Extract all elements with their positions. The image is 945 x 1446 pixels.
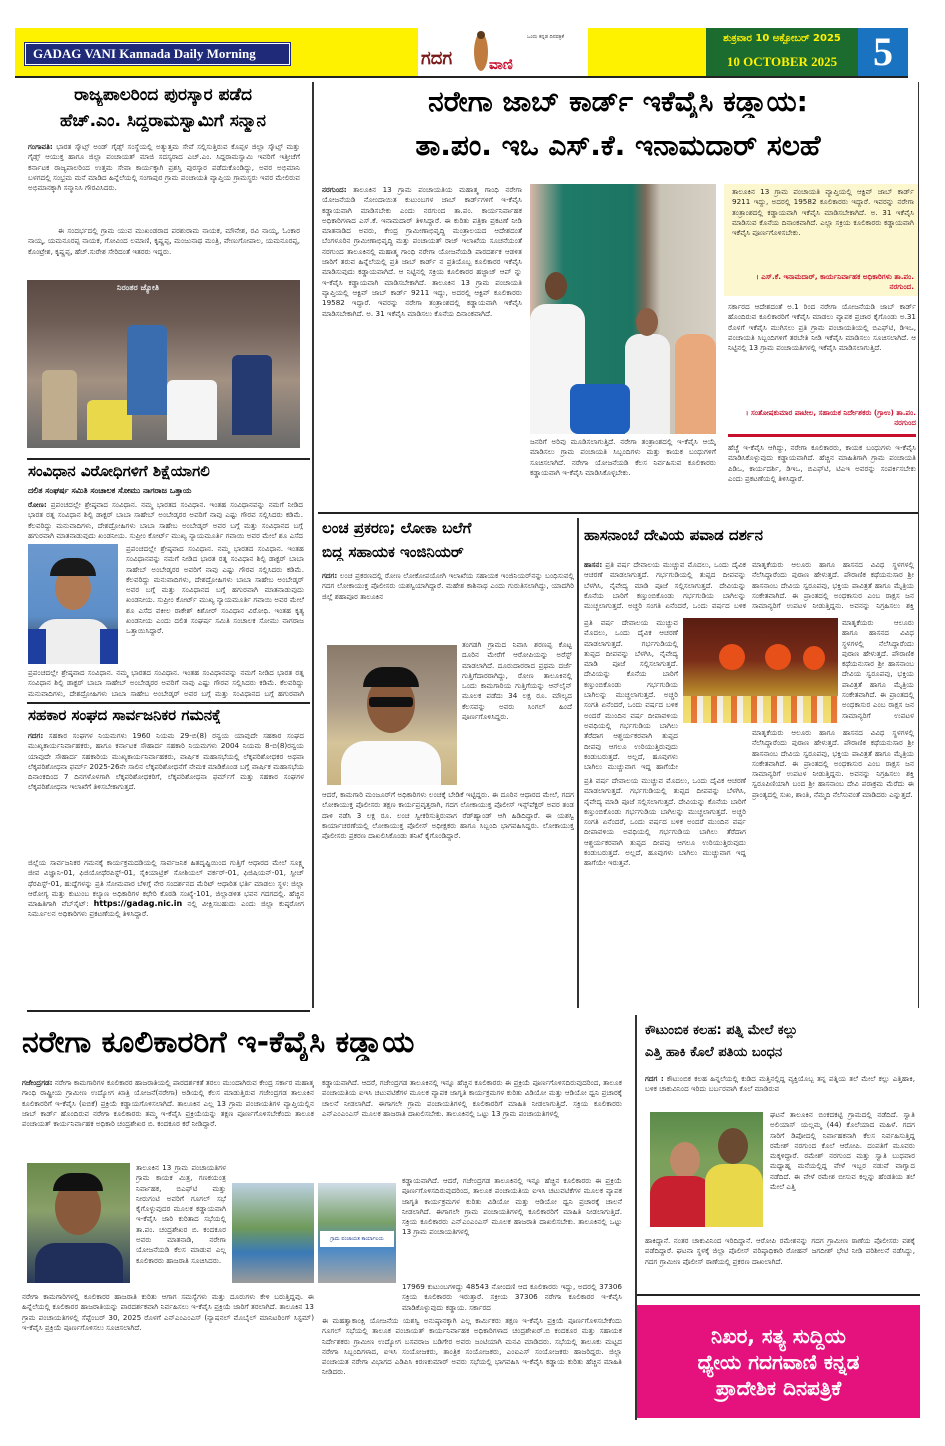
hasanamba-body-3: ಪ್ರತಿ ವರ್ಷ ದೇವಾಲಯ ಮುಚ್ಚುವ ಮೊದಲು, ಒಂದು ದೈವಿಕ ಆಚರಣೆ ಮಾಡಲಾಗುತ್ತದೆ. ಗರ್ಭಗುಡಿಯಲ್ಲಿ ತುಪ್ಪದ ದೀಪವನ್ನು ಬೆಳಗಿಸಿ, ನೈವೇದ್ಯ ಮಾಡಿ ಪೂಜೆ ಸಲ್ಲಿಸಲಾಗುತ್ತದೆ. ದೇವಿಯನ್ನು ಕೊನೆಯ ಬಾರಿಗೆ ಕಣ್ತುಂಬಿಕೊಂಡು ಗರ್ಭಗುಡಿಯ ಬಾಗಿಲನ್ನು ಮುಚ್ಚಲಾಗುತ್ತದೆ. ಅಚ್ಚರಿ ಸಂಗತಿ ಏನೆಂದರೆ, ಒಂದು ವರ್ಷದ ಬಳಿಕ ಅಂದರೆ ಮುಂದಿನ ವರ್ಷ ದೀಪಾವಳಿಯ ಅವಧಿಯಲ್ಲಿ ಗರ್ಭಗುಡಿಯ ಬಾಗಿಲು ತೆರೆದಾಗ ಆಶ್ಚರ್ಯಕರವಾಗಿ ತುಪ್ಪದ ದೀಪವು ಆಗಲೂ ಉರಿಯುತ್ತಿರುವುದು ಕಂಡುಬರುತ್ತದೆ. ಅಲ್ಲದೆ, ಹೂವುಗಳು ಬಾಗಿಲು ಮುಚ್ಚುವಾಗ ಇದ್ದ ಹಾಗೆಯೇ ಇರುತ್ತವೆ.: [584, 776, 746, 868]
website-link[interactable]: https://gadag.nic.in: [93, 899, 183, 909]
logo-tagline: ಒಂದು ಕನ್ನಡ ದಿನಪತ್ರಿಕೆ: [527, 34, 564, 40]
bribery-headline-2: ಬಿದ್ದ ಸಹಾಯಕ ಇಂಜಿನಿಯರ್: [322, 544, 464, 561]
nrega-body-mid: ಜನರಿಗೆ ಅರಿವು ಮೂಡಿಸಲಾಗುತ್ತಿದೆ. ನರೇಗಾ ತಂತ್ರಾಂಶದಲ್ಲಿ ಇ-ಕೆವೈಸಿ ಆಯ್ಕೆ ಮಾಡಿಸಲು ಗ್ರಾಮ ಪಂಚಾಯತಿ ಸಿಬ್ಬಂದಿಗಳು ಮತ್ತು ಕಾಯಕ ಬಂಧುಗಳಿಗೆ ಸೂಚಿಸಲಾಗಿದೆ. ನರೇಗಾ ಯೋಜನೆಯಡಿ ಕೆಲಸ ನಿರ್ವಹಿಸುವ ಕೂಲಿಕಾರರು ಕಡ್ಡಾಯವಾಗಿ ಇ-ಕೆವೈಸಿ ಮಾಡಿಸಿಕೊಳ್ಳಬೇಕು.: [530, 437, 716, 477]
official-photo: [27, 1163, 130, 1283]
hasanamba-body-side: ಪ್ರತಿ ವರ್ಷ ದೇವಾಲಯ ಮುಚ್ಚುವ ಮೊದಲು, ಒಂದು ದೈವಿಕ ಆಚರಣೆ ಮಾಡಲಾಗುತ್ತದೆ. ಗರ್ಭಗುಡಿಯಲ್ಲಿ ತುಪ್ಪದ ದೀಪವನ್ನು ಬೆಳಗಿಸಿ, ನೈವೇದ್ಯ ಮಾಡಿ ಪೂಜೆ ಸಲ್ಲಿಸಲಾಗುತ್ತದೆ. ದೇವಿಯನ್ನು ಕೊನೆಯ ಬಾರಿಗೆ ಕಣ್ತುಂಬಿಕೊಂಡು ಗರ್ಭಗುಡಿಯ ಬಾಗಿಲನ್ನು ಮುಚ್ಚಲಾಗುತ್ತದೆ. ಅಚ್ಚರಿ ಸಂಗತಿ ಏನೆಂದರೆ, ಒಂದು ವರ್ಷದ ಬಳಿಕ ಅಂದರೆ ಮುಂದಿನ ವರ್ಷ ದೀಪಾವಳಿಯ ಅವಧಿಯಲ್ಲಿ ಗರ್ಭಗುಡಿಯ ಬಾಗಿಲು ತೆರೆದಾಗ ಆಶ್ಚರ್ಯಕರವಾಗಿ ತುಪ್ಪದ ದೀಪವು ಆಗಲೂ ಉರಿಯುತ್ತಿರುವುದು ಕಂಡುಬರುತ್ತದೆ. ಅಲ್ಲದೆ, ಹೂವುಗಳು ಬಾಗಿಲು ಮುಚ್ಚುವಾಗ ಇದ್ದ ಹಾಗೆಯೇ: [584, 618, 678, 772]
cooperative-body: ಗದಗ: ಸಹಕಾರ ಸಂಘಗಳ ನಿಯಮಗಳು 1960 ನಿಯಮ 29-ಬಿ(8) ರನ್ವಯ ಯಾವುದೇ ಸಹಕಾರ ಸಂಘದ ಮುಖ್ಯಕಾರ್ಯನಿರ್ವಾಹಕರು, ಹಾಗೂ ಕರ್ನಾಟಕ ಸೌಹಾರ್ದ ಸಹಕಾರಿ ನಿಯಮಗಳು 2004 ನಿಯಮ 8-ಬಿ(8)ರನ್ವಯ ಯಾವುದೇ ಸೌಹಾರ್ದ ಸಹಕಾರಿಯ ಮುಖ್ಯಕಾರ್ಯನಿರ್ವಾಹಕರು, ವಾರ್ಷಿಕ ಮಹಾಸಭೆಯಲ್ಲಿ ಲೆಕ್ಕಪರಿಶೋಧಕರ ಅಥವಾ ಲೆಕ್ಕಪರಿಶೋಧನಾ ಫರ್ಮ್ 2025-26ನೇ ಸಾಲಿನ ಲೆಕ್ಕಪರಿಶೋಧನೆಗೆ ನೇಮಕ ಮಾಡಿಕೊಂಡ ಬಗ್ಗೆ ವಾರ್ಷಿಕ ಮಹಾಸಭೆಯ ದಿನಾಂಕದಿಂದ 7 ದಿನಗಳೊಳಗಾಗಿ ಲೆಕ್ಕಪರಿಶೋಧಕರಿಗೆ, ಲೆಕ್ಕಪರಿಶೋಧನಾ ಫರ್ಮ್‌ಗೆ ಮತ್ತು ಸಹಕಾರ ಸಂಘಗಳ ಲೆಕ್ಕಪರಿಶೋಧನಾ ಇಲಾಖೆಗೆ ತಿಳಿಸಬೇಕಾಗುತ್ತದೆ.: [28, 731, 304, 792]
cooperative-body-2: ಜಿಲ್ಲೆಯ ಸಾರ್ವಜನಿಕರ ಗಮನಕ್ಕೆ ಕಾರ್ಯಕ್ರಮದಡಿಯಲ್ಲಿ ಸಾರ್ವಜನಿಕ ಹಿತದೃಷ್ಟಿಯಿಂದ ಗುತ್ತಿಗೆ ಆಧಾರದ ಮೇಲೆ ಸೂಕ್ಷ್ಮ ಜೀವ ವಿಜ್ಞಾನಿ-01, ಫಿಜಿಯೋಥೆರಪಿಸ್ಟ್-01, ಸೈಕಿಯಾಟ್ರಿಕ್ ಸೋಶಿಯಲ್ ವರ್ಕರ್-01, ಫಿಜಿಷಿಯನ್-01, ಸ್ಪೀಚ್ ಥೆರಪಿಸ್ಟ್-01, ಹುದ್ದೆಗಳನ್ನು ಪ್ರತಿ ಸೋಮವಾರ ಬೆಳಿಗ್ಗೆ ನೇರ ಸಂದರ್ಶನದ ಮೆರಿಟ್ ಆಧಾರಿತ ಭರ್ತಿ ಮಾಡಲು ಸ್ಥಳ: ಜಿಲ್ಲಾ ಆರೋಗ್ಯ ಮತ್ತು ಕುಟುಂಬ ಕಲ್ಯಾಣ ಅಧಿಕಾರಿಗಳ ಕಛೇರಿ ಕೊಠಡಿ ಸಂಖ್ಯೆ-101, ಜಿಲ್ಲಾಡಳಿತ ಭವನ ಗದಗದಲ್ಲಿ. ಹೆಚ್ಚಿನ ಮಾಹಿತಿಗಾಗಿ ವೆಬ್‌ಸೈಟ್: https://gadag.nic.in ನಲ್ಲಿ ವೀಕ್ಷಿಸಬಹುದು ಎಂದು ಜಿಲ್ಲಾ ಕುಷ್ಠರೋಗ ನಿರ್ಮೂಲನ ಅಧಿಕಾರಿಗಳು ಪ್ರಕಟಣೆಯಲ್ಲಿ ತಿಳಿಸಿದ್ದಾರೆ.: [28, 858, 304, 919]
nrega-workers-body-end: ಈ ಮಹತ್ವಾಕಾಂಕ್ಷಿ ಯೋಜನೆಯ ಯಶಸ್ವಿ ಅನುಷ್ಠಾನಕ್ಕಾಗಿ ಎಲ್ಲ ಕಾರ್ಮಿಕರು ತಕ್ಷಣ ಇ-ಕೆವೈಸಿ ಪ್ರಕ್ರಿಯೆ ಪೂರ್ಣಗೊಳಿಸಬೇಕೆಂದು ಗೂಗಲ್ ಸಭೆಯಲ್ಲಿ ತಾಲೂಕ ಪಂಚಾಯತ್ ಕಾರ್ಯನಿರ್ವಾಹಕ ಅಧಿಕಾರಿಗಳಾದ ಚಂದ್ರಶೇಖರ್.ಬಿ ಕಂದಕೂರ ಮತ್ತು ಸಹಾಯಕ ನಿರ್ದೇಶಕರು ಗ್ರಾಮೀಣ ಉದ್ಯೋಗ ಬಸವರಾಜ ಬಡಿಗೇರ ಅವರು ಜಂಟಿಯಾಗಿ ಮನವಿ ಮಾಡಿದರು. ಸಭೆಯಲ್ಲಿ ತಾಲೂಕು ಮಟ್ಟದ ನರೇಗಾ ಸಿಬ್ಬಂದಿಗಳಾದ, ಐಇಸಿ ಸಂಯೋಜಕರು, ತಾಂತ್ರಿಕ ಸಂಯೋಜಕರು, ಎಂಐಎಸ್ ಸಂಯೋಜಕರು ಹಾಜರಿದ್ದರು. ಜಿಲ್ಲಾ ಪಂಚಾಯತ ನರೇಗಾ ವಿಭಾಗದ ಎಡಿಪಿಸಿ ಕಿರಣಕುಮಾರ್ ಅವರು ಸಭೆಯಲ್ಲಿ ಭಾಗವಹಿಸಿ ಇ-ಕೆವೈಸಿ ಕಡ್ಡಾಯ ಕುರಿತು ಹೆಚ್ಚಿನ ಮಾಹಿತಿ ನೀಡಿದರು.: [322, 1316, 622, 1377]
promo-line-2: ಧ್ಯೇಯ ಗದಗವಾಣಿ ಕನ್ನಡ: [697, 1349, 860, 1374]
nrega-headline-2: ತಾ.ಪಂ. ಇಒ ಎಸ್.ಕೆ. ಇನಾಮದಾರ್ ಸಲಹೆ: [415, 130, 821, 162]
domestic-headline-2: ಎತ್ತಿ ಹಾಕಿ ಕೊಲೆ ಪತಿಯ ಬಂಧನ: [645, 1046, 783, 1060]
column-rule: [312, 82, 314, 1008]
divider: [27, 1010, 310, 1012]
hasanamba-body-side-2: ಮಾತೃಕೆಯರು ಆಲೂರು ಹಾಗೂ ಹಾಸನದ ವಿವಿಧ ಸ್ಥಳಗಳಲ್ಲಿ ನೆಲೆಸಿದ್ದಾರೆಂದು ಪುರಾಣ ಹೇಳುತ್ತದೆ. ಪೌರಾಣಿಕ ಕಥೆಯನುಸಾರ ಶ್ರೀ ಹಾಸನಾಂಬ ದೇವಿಯ ಸ್ವರೂಪವು, ಭಕ್ತಿಯ ಪಾವಿತ್ರತೆ ಹಾಗೂ ಮೈತ್ರಿಯ ಸಂಕೇತವಾಗಿದೆ. ಈ ಪ್ರಾಂತದಲ್ಲಿ ಅಂಧಕಾಸುರ ಎಂಬ ರಾಕ್ಷಸ ಜನ ಸಾಮಾನ್ಯರಿಗೆ ಉಪಟಳ: [842, 618, 914, 720]
hasanamba-body: ಹಾಸನ: ಪ್ರತಿ ವರ್ಷ ದೇವಾಲಯ ಮುಚ್ಚುವ ಮೊದಲು, ಒಂದು ದೈವಿಕ ಆಚರಣೆ ಮಾಡಲಾಗುತ್ತದೆ. ಗರ್ಭಗುಡಿಯಲ್ಲಿ ತುಪ್ಪದ ದೀಪವನ್ನು ಬೆಳಗಿಸಿ, ನೈವೇದ್ಯ ಮಾಡಿ ಪೂಜೆ ಸಲ್ಲಿಸಲಾಗುತ್ತದೆ. ದೇವಿಯನ್ನು ಕೊನೆಯ ಬಾರಿಗೆ ಕಣ್ತುಂಬಿಕೊಂಡು ಗರ್ಭಗುಡಿಯ ಬಾಗಿಲನ್ನು ಮುಚ್ಚಲಾಗುತ್ತದೆ. ಅಚ್ಚರಿ ಸಂಗತಿ ಏನೆಂದರೆ, ಒಂದು ವರ್ಷದ ಬಳಿಕ: [584, 560, 746, 611]
building-photo: [232, 1183, 314, 1283]
promo-line-3: ಪ್ರಾದೇಶಿಕ ದಿನಪತ್ರಿಕೆ: [715, 1375, 842, 1400]
photo-sign: ನಿರಂತರ ಜ್ಯೋತಿ: [117, 283, 159, 292]
nrega-workers-body-bottom: ನರೇಗಾ ಕಾಮಗಾರಿಗಳಲ್ಲಿ ಕೂಲಿಕಾರರ ಹಾಜರಾತಿ ಕುರಿತು ಆಗಾಗ ಸಮಸ್ಯೆಗಳು ಮತ್ತು ದೂರುಗಳು ಕೇಳಿ ಬರುತ್ತಿದ್ದವು. ಈ ಹಿನ್ನೆಲೆಯಲ್ಲಿ ಕೂಲಿಕಾರರ ಹಾಜರಾತಿಯನ್ನು ಪಾರದರ್ಶಕವಾಗಿ ನಿರ್ವಹಿಸಲು ಇ-ಕೆವೈಸಿ ಪ್ರಕ್ರಿಯೆ ಜಾರಿಗೆ ತರಲಾಗಿದೆ. ತಾಲೂಕಿನ 13 ಗ್ರಾಮ ಪಂಚಾಯತಿಗಳಲ್ಲಿ ಸೆಪ್ಟೆಂಬರ್ 30, 2025 ರೊಳಗೆ ಎನ್‌ಎಂಎಂಎಸ್ (ನ್ಯಾಷನಲ್ ಮೊಬೈಲ್ ಮಾನಿಟರಿಂಗ್ ಸಿಸ್ಟಮ್) ಇ-ಕೆವೈಸಿ ಪ್ರಕ್ರಿಯೆ ಪೂರ್ಣಗೊಳಿಸಲು ಸೂಚಿಸಲಾಗಿದೆ.: [22, 1292, 314, 1332]
date-kannada: ಶುಕ್ರವಾರ 10 ಅಕ್ಟೋಬರ್ 2025: [723, 33, 841, 44]
constitution-dateline: ರೋಣ:: [28, 500, 47, 509]
award-body-2: ಈ ಸಂದರ್ಭದಲ್ಲಿ ಗ್ರಾಮ ಯುವ ಮುಖಂಡರಾದ ಪರಶುರಾಮ ನಾಯಕ, ಮೌನೇಶ, ರವಿ ನಾಯ್ಕ, ಓಂಕಾರ ನಾಯ್ಕ, ಯಮನೂರಪ್ಪ ನಾಯಕ, ಗೋವಿಂದ ಲಮಾಣಿ, ಕೃಷ್ಣಪ್ಪ, ಮಂಜುನಾಥ ಮಂತ್ರಿ, ವೇಣುಗೋಪಾಲ, ಯಮನೂರಪ್ಪ, ಕೊಂಟ್ರೇಶ, ಕೃಷ್ಣಪ್ಪ, ಹೆಚ್.ಸುರೇಶ ಸೇರಿದಂತೆ ಇತರರು ಇದ್ದರು.: [28, 226, 300, 256]
nrega-workers-dateline: ಗಜೇಂದ್ರಗಡ:: [22, 1078, 53, 1087]
nrega-body: ನರಗುಂದ: ತಾಲೂಕಿನ 13 ಗ್ರಾಮ ಪಂಚಾಯತಿಯ ಮಹಾತ್ಮ ಗಾಂಧಿ ನರೇಗಾ ಯೋಜನೆಯಡಿ ನೋಂದಾಯಿತ ಕುಟುಂಬಗಳ ಜಾಬ್ ಕಾರ್ಡ್‌ಗಳಿಗೆ ಇ-ಕೆವೈಸಿ ಕಡ್ಡಾಯವಾಗಿ ಮಾಡಿಸಬೇಕು ಎಂದು ನರಗುಂದ ತಾ.ಪಂ. ಕಾರ್ಯನಿರ್ವಾಹಕ ಅಧಿಕಾರಿಗಳಾದ ಎಸ್.ಕೆ. ಇನಾಮದಾರ್ ತಿಳಿಸಿದ್ದಾರೆ. ಈ ಕುರಿತು ಪತ್ರಿಕಾ ಪ್ರಕಟಣೆ ನೀಡಿ ಮಾತನಾಡಿದ ಅವರು, ಕೇಂದ್ರ ಗ್ರಾಮೀಣಾಭಿವೃದ್ಧಿ ಮಂತ್ರಾಲಯದ ಆದೇಶದಂತೆ ಬೆಂಗಳೂರಿನ ಗ್ರಾಮೀಣಾಭಿವೃದ್ಧಿ ಮತ್ತು ಪಂಚಾಯತ್ ರಾಜ್ ಇಲಾಖೆಯ ಸೂಚನೆಯಂತೆ ನರಗುಂದ ತಾಲೂಕಿನಲ್ಲಿ ಮಹಾತ್ಮ ಗಾಂಧಿ ನರೇಗಾ ಯೋಜನೆಯಡಿ ಪಾರದರ್ಶಕ ಆಡಳಿತ ಜಾರಿಗೆ ತರುವ ಹಿನ್ನೆಲೆಯಲ್ಲಿ ಪ್ರತಿ ಜಾಬ್ ಕಾರ್ಡ್ ನ ಪ್ರತಿಯೊಬ್ಬ ಕೂಲಿಕಾರರ ಇಕೆವೈಸಿ ಮಾಡಿಸುವುದು ಕಡ್ಡಾಯವಾಗಿದೆ. ಆ ನಿಟ್ಟಿನಲ್ಲಿ ಸಕ್ರಿಯ ಕೂಲಿಕಾರರ ಹಜ್ಜಾಜ್ ಆಪ್ ನ್ನು ಇ-ಕೆವೈಸಿ ಕಡ್ಡಾಯವಾಗಿ ಮಾಡಿಸಬೇಕಾಗಿದೆ. ತಾಲೂಕಿನ 13 ಗ್ರಾಮ ಪಂಚಾಯತಿ ವ್ಯಾಪ್ತಿಯಲ್ಲಿ ಆಕ್ಟಿವ್ ಜಾಬ್ ಕಾರ್ಡ್ 9211 ಇದ್ದು, ಅದರಲ್ಲಿ ಆಕ್ಟಿವ್ ಕೂಲಿಕಾರರು 19582 ಇದ್ದಾರೆ. ಇವರನ್ನು ನರೇಗಾ ತಂತ್ರಾಂಶದಲ್ಲಿ ಕಡ್ಡಾಯವಾಗಿ ಇಕೆವೈಸಿ ಮಾಡಿಸಬೇಕಾಗಿದೆ. ಅ. 31 ಇಕೆವೈಸಿ ಮಾಡಿಸಲು ಕೊನೆಯ ದಿನಾಂಕವಾಗಿದೆ.: [322, 185, 522, 318]
constitution-body-top: ರೋಣ: ಪ್ರಪಂಚದಲ್ಲೇ ಶ್ರೇಷ್ಠವಾದ ಸಂವಿಧಾನ. ನಮ್ಮ ಭಾರತದ ಸಂವಿಧಾನ. ಇಂತಹ ಸಂವಿಧಾನವನ್ನು ನಮಗೆ ನೀಡಿದ ಭಾರತ ರತ್ನ ಸಂವಿಧಾನ ಶಿಲ್ಪಿ ಡಾಕ್ಟರ್ ಬಾಬಾ ಸಾಹೇಬ್ ಅಂಬೇಡ್ಕರರ ಅವರಿಗೆ ನಾವು ಎಷ್ಟು ಗೌರವ ಸಲ್ಲಿಸಿದರು ಕಡಿಮೆ. ಕೆಲವರಿದ್ದು ಮನುವಾದಿಗಳು, ದೇಶದ್ರೋಹಿಗಳು ಬಾಬಾ ಸಾಹೇಬ ಅಂಬೇಡ್ಕರ್ ಅವರ ಬಗ್ಗೆ ಮತ್ತು ಸಂವಿಧಾನದ ಬಗ್ಗೆ ಹಗುರವಾಗಿ ಮಾತನಾಡುವುದು ಖಂಡನೀಯ. ಸುಪ್ರೀಂ ಕೋರ್ಟ್ ಮುಖ್ಯ ನ್ಯಾಯಮೂರ್ತಿ ಗವಾಯಿ ಅವರ ಮೇಲೆ ಶೂ ಎಸೆದ: [28, 500, 303, 540]
award-photo: [27, 280, 300, 448]
callout-red-rule: [728, 434, 916, 437]
panchayat-photo: [318, 1183, 396, 1283]
award-body: ಗಂಗಾವತಿ: ಭಾರತ ಸ್ಕೌಟ್ಸ್ ಅಂಡ್ ಗೈಡ್ಸ್ ಸಂಸ್ಥೆಯಲ್ಲಿ ಅತ್ಯುತ್ತಮ ಸೇವೆ ಸಲ್ಲಿಸುತ್ತಿರುವ ಕೊಪ್ಪಳ ಜಿಲ್ಲಾ ಸ್ಕೌಟ್ಸ್ ಮತ್ತು ಗೈಡ್ಸ್ ಆಯುಕ್ತ ಹಾಗೂ ಜಿಲ್ಲಾ ಪಂಚಾಯತ್ ಮಾಜಿ ಸದಸ್ಯರಾದ ಎಚ್.ಎಂ. ಸಿದ್ದರಾಮಸ್ವಾಮಿ ಇವರಿಗೆ ಇತ್ತೀಚೆಗೆ ಕರ್ನಾಟಕ ರಾಜ್ಯಪಾಲರಿಂದ ಉತ್ತಮ ಸೇವಾ ಕಾರ್ಯಕ್ಕಾಗಿ ಪ್ರಶಸ್ತಿ ಪುರಸ್ಕಾರ ಪಡೆದುಕೊಂಡಿದ್ದು, ಅವರ ಅಭಿಮಾನಿ ಬಳಗದಲ್ಲಿ ಸಂಭ್ರಮ ಮನೆ ಮಾಡಿದ ಹಿನ್ನೆಲೆಯಲ್ಲಿ ಸಂಗಾಪುರ ಗ್ರಾಮ ಪಂಚಾಯತಿ ವ್ಯಾಪ್ತಿಯ ಗ್ರಾಮಸ್ಥರು ಇವರ ಮೇಲಿರುವ ಅಭಿಮಾನಕ್ಕಾಗಿ ಸನ್ಮಾನಿಸಿ ಗೌರವಿಸಿದರು.: [28, 142, 300, 193]
hasanamba-dateline: ಹಾಸನ:: [584, 560, 603, 569]
nrega-callout-2: ಸರ್ಕಾರದ ಆದೇಶದಂತೆ ಅ.1 ರಿಂದ ನರೇಗಾ ಯೋಜನೆಯಡಿ ಜಾಬ್ ಕಾರ್ಡ್ ಹೊಂದಿರುವ ಕೂಲಿಕಾರರಿಗೆ ಇಕೆವೈಸಿ ಮಾಡಲು ವ್ಯಾಪಕ ಪ್ರಚಾರ ಕೈಗೊಂಡು ಅ.31 ರೊಳಗೆ ಇಕೆವೈಸಿ ಮುಗಿಸಲು ಪ್ರತಿ ಗ್ರಾಮ ಪಂಚಾಯತಿಯಲ್ಲಿ ಬಿಎಫ್‌ಟಿ, ಡಿಇಒ, ಪಂಚಾಯತಿ ಸಿಬ್ಬಂದಿಗಳಿಗೆ ತರಬೇತಿ ನೀಡಿ ಇಕೆವೈಸಿ ಮಾಡಿಸಲು ಸೂಚಿಸಲಾಗಿದೆ. ಆ ನಿಟ್ಟಿನಲ್ಲಿ 13 ಗ್ರಾಮ ಪಂಚಾಯತಿಗಳಲ್ಲಿ ಇಕೆವೈಸಿ ಮಾಡಿಸಲಾಗುತ್ತಿದೆ.: [728, 302, 916, 353]
nrega-workers-body-side: ತಾಲೂಕಿನ 13 ಗ್ರಾಮ ಪಂಚಾಯತಿಗಳ ಗ್ರಾಮ ಕಾಯಕ ಮಿತ್ರ, ಗಣಕಯಂತ್ರ ನಿರ್ವಾಹಕ, ಬಿಎಫ್‌ಟಿ ಮತ್ತು ನೀರುಗಂಟಿ ಅವರಿಗೆ ಗೂಗಲ್ ಸಭೆ ಕೈಗೊಳ್ಳುವುದರ ಮೂಲಕ ಕಡ್ಡಾಯವಾಗಿ ಇ-ಕೆವೈಸಿ ಜಾರಿ ಕುರಿತಾದ ಸಭೆಯಲ್ಲಿ ತಾ.ಪಂ. ಚಂದ್ರಶೇಖರ ಬಿ. ಕಂದಕೂರ ಅವರು ಮಾತನಾಡಿ, ನರೇಗಾ ಯೋಜನೆಯಡಿ ಕೆಲಸ ಮಾಡುವ ಎಲ್ಲ ಕೂಲಿಕಾರರು ಹಾಜರಾತಿ ಸೂಚಿಸಿದರು.: [136, 1163, 226, 1265]
divider: [27, 702, 310, 704]
masthead-rule: [15, 76, 908, 78]
page-edge-rule: [918, 82, 919, 1008]
bribery-body-side: ತಂಗಡಗಿ ಗ್ರಾಮದ ನಿವಾಸಿ ಶರಣಪ್ಪ ಕೊಟ್ಟ ದೂರಿನ ಮೇರೆಗೆ ಆರೋಪಿಯನ್ನು ಅರೆಸ್ಟ್ ಮಾಡಲಾಗಿದೆ. ದೂರುದಾರರಾದ ಪ್ರಥಮ ದರ್ಜೆ ಗುತ್ತಿಗೆದಾರರಾಗಿದ್ದು, ರೋಣ ತಾಲೂಕಿನಲ್ಲಿ ಒಂದು ಕಾಮಗಾರಿಯ ಗುತ್ತಿಗೆಯನ್ನು ಆನ್‌ಲೈನ್ ಮೂಲಕ ಪಡೆದು 34 ಲಕ್ಷ ರೂ. ಮೌಲ್ಯದ ಕೆಲಸವನ್ನು ಅವರು ಸಿಂಗಲ್ ಹಿಂದೆ ಪೂರ್ಣಗೊಳಿಸಿದ್ದರು.: [462, 640, 572, 722]
divider: [318, 512, 918, 514]
nrega-headline-1: ನರೇಗಾ ಜಾಬ್ ಕಾರ್ಡ್ ಇಕೆವೈಸಿ ಕಡ್ಡಾಯ:: [428, 86, 808, 118]
award-dateline: ಗಂಗಾವತಿ:: [28, 142, 53, 151]
constitution-body-end: ಪ್ರಪಂಚದಲ್ಲೇ ಶ್ರೇಷ್ಠವಾದ ಸಂವಿಧಾನ. ನಮ್ಮ ಭಾರತದ ಸಂವಿಧಾನ. ಇಂತಹ ಸಂವಿಧಾನವನ್ನು ನಮಗೆ ನೀಡಿದ ಭಾರತ ರತ್ನ ಸಂವಿಧಾನ ಶಿಲ್ಪಿ ಡಾಕ್ಟರ್ ಬಾಬಾ ಸಾಹೇಬ್ ಅಂಬೇಡ್ಕರರ ಅವರಿಗೆ ನಾವು ಎಷ್ಟು ಗೌರವ ಸಲ್ಲಿಸಿದರು ಕಡಿಮೆ. ಕೆಲವರಿದ್ದು ಮನುವಾದಿಗಳು, ದೇಶದ್ರೋಹಿಗಳು ಬಾಬಾ ಸಾಹೇಬ ಅಂಬೇಡ್ಕರ್ ಅವರ ಬಗ್ಗೆ ಮತ್ತು ಸಂವಿಧಾನದ ಬಗ್ಗೆ ಹಗುರವಾಗಿ: [28, 668, 304, 698]
nrega-body-right: ಹೆಚ್ಚೆ ಇ-ಕೆವೈಸಿ ಆಗಿದ್ದು, ನರೇಗಾ ಕೂಲಿಕಾರರು, ಕಾಯಕ ಬಂಧುಗಳು ಇ-ಕೆವೈಸಿ ಮಾಡಿಸಿಕೊಳ್ಳುವುದು ಕಡ್ಡಾಯವಾಗಿದೆ. ಹೆಚ್ಚಿನ ಮಾಹಿತಿಗಾಗಿ ಗ್ರಾಮ ಪಂಚಾಯತಿ ಪಿಡಿಒ, ಕಾರ್ಯದರ್ಶಿ, ಡಿಇಒ, ಬಿಎಫ್‌ಟಿ, ಟಿಎಇ ಅವರನ್ನು ಸಂಪರ್ಕಿಸಬೇಕು ಎಂದು ಪ್ರಕಟಣೆಯಲ್ಲಿ ತಿಳಿಸಿದ್ದಾರೆ.: [728, 443, 916, 483]
logo: [421, 30, 525, 74]
nrega-dateline: ನರಗುಂದ:: [322, 185, 347, 194]
award-headline-1: ರಾಜ್ಯಪಾಲರಿಂದ ಪುರಸ್ಕಾರ ಪಡೆದ: [74, 86, 252, 105]
domestic-body: ಗದಗ : ಕೌಟುಂಬಿಕ ಕಲಹ ಹಿನ್ನಲೆಯಲ್ಲಿ ಕುಡಿದ ಮತ್ತಿನಲ್ಲಿದ್ದ ವ್ಯಕ್ತಿಯೊಬ್ಬ ತನ್ನ ಪತ್ನಿಯ ತಲೆ ಮೇಲೆ ಕಲ್ಲು ಎತ್ತಿಹಾಕಿ, ಬಳಿಕ ಚಾಕುವಿನಿಂದ ಇರಿದು ಬರ್ಬರವಾಗಿ ಕೊಲೆ ಮಾಡಿರುವ: [645, 1074, 915, 1094]
svg-text:ಗದಗ: ಗದಗ: [421, 48, 453, 69]
constitution-body-side: ಪ್ರಪಂಚದಲ್ಲೇ ಶ್ರೇಷ್ಠವಾದ ಸಂವಿಧಾನ. ನಮ್ಮ ಭಾರತದ ಸಂವಿಧಾನ. ಇಂತಹ ಸಂವಿಧಾನವನ್ನು ನಮಗೆ ನೀಡಿದ ಭಾರತ ರತ್ನ ಸಂವಿಧಾನ ಶಿಲ್ಪಿ ಡಾಕ್ಟರ್ ಬಾಬಾ ಸಾಹೇಬ್ ಅಂಬೇಡ್ಕರರ ಅವರಿಗೆ ನಾವು ಎಷ್ಟು ಗೌರವ ಸಲ್ಲಿಸಿದರು ಕಡಿಮೆ. ಕೆಲವರಿದ್ದು ಮನುವಾದಿಗಳು, ದೇಶದ್ರೋಹಿಗಳು ಬಾಬಾ ಸಾಹೇಬ ಅಂಬೇಡ್ಕರ್ ಅವರ ಬಗ್ಗೆ ಮತ್ತು ಸಂವಿಧಾನದ ಬಗ್ಗೆ ಹಗುರವಾಗಿ ಮಾತನಾಡುವುದು ಖಂಡನೀಯ. ಸುಪ್ರೀಂ ಕೋರ್ಟ್ ಮುಖ್ಯ ನ್ಯಾಯಮೂರ್ತಿ ಗವಾಯಿ ಅವರ ಮೇಲೆ ಶೂ ಎಸೆದ ವಕೀಲ ರಾಕೇಶ್ ಕಿಶೋರ್ ಸಂವಿಧಾನ ವಿರೋಧಿ. ಇಂತಹ ಕೃತ್ಯ ಖಂಡನೀಯ ಎಂದು ದಲಿತ ಸಂಘರ್ಷ ಸಮಿತಿ ಸಂಚಾಲಕ ಸೋಮು ನಾಗರಾಜ ಒತ್ತಾಯಿಸಿದ್ದಾರೆ.: [126, 544, 304, 636]
promo-banner: [637, 1305, 920, 1418]
constitution-headline: ಸಂವಿಧಾನ ವಿರೋಧಿಗಳಿಗೆ ಶಿಕ್ಷೆಯಾಗಲಿ: [28, 463, 210, 480]
hasanamba-body-4: ಮಾತೃಕೆಯರು ಆಲೂರು ಹಾಗೂ ಹಾಸನದ ವಿವಿಧ ಸ್ಥಳಗಳಲ್ಲಿ ನೆಲೆಸಿದ್ದಾರೆಂದು ಪುರಾಣ ಹೇಳುತ್ತದೆ. ಪೌರಾಣಿಕ ಕಥೆಯನುಸಾರ ಶ್ರೀ ಹಾಸನಾಂಬ ದೇವಿಯ ಸ್ವರೂಪವು, ಭಕ್ತಿಯ ಪಾವಿತ್ರತೆ ಹಾಗೂ ಮೈತ್ರಿಯ ಸಂಕೇತವಾಗಿದೆ. ಈ ಪ್ರಾಂತದಲ್ಲಿ ಅಂಧಕಾಸುರ ಎಂಬ ರಾಕ್ಷಸ ಜನ ಸಾಮಾನ್ಯರಿಗೆ ಉಪಟಳ ನೀಡುತ್ತಿದ್ದನು. ಅವನನ್ನು ನಿಗ್ರಹಿಸಲು ಶಕ್ತಿ ಸ್ವರೂಪಿಣಿಯಾಗಿ ಬಂದ ಶ್ರೀ ಹಾಸನಾಂಬ ದೇವಿ ಪರಾಕ್ರಮ ಮೆರೆದು ಈ ಪ್ರಾಂತ್ಯದಲ್ಲಿ ಸುಖ, ಶಾಂತಿ, ನೆಮ್ಮದಿ ನೆಲೆಸುವಂತೆ ಮಾಡಿದರು ಎನ್ನುತ್ತದೆ.: [752, 728, 914, 799]
hasanamba-photo: [683, 618, 838, 723]
building-sign: ಗ್ರಾಮ ಪಂಚಾಯತ ಕಾರ್ಯಾಲಯ: [320, 1231, 394, 1247]
nrega-callout-1: ತಾಲೂಕಿನ 13 ಗ್ರಾಮ ಪಂಚಾಯತಿ ವ್ಯಾಪ್ತಿಯಲ್ಲಿ ಆಕ್ಟಿವ್ ಜಾಬ್ ಕಾರ್ಡ್ 9211 ಇದ್ದು, ಅದರಲ್ಲಿ 19582 ಕೂಲಿಕಾರರು ಇದ್ದಾರೆ. ಇವರನ್ನು ನರೇಗಾ ತಂತ್ರಾಂಶದಲ್ಲಿ ಕಡ್ಡಾಯವಾಗಿ ಇಕೆವೈಸಿ ಮಾಡಿಸಬೇಕಾಗಿದೆ. ಅ. 31 ಇಕೆವೈಸಿ ಮಾಡಿಸುವ ಕೊನೆಯ ದಿನಾಂಕವಾಗಿದೆ. ಎಲ್ಲಾ ಸಕ್ರಿಯ ಕೂಲಿಕಾರರು ಕಡ್ಡಾಯವಾಗಿ ಇಕೆವೈಸಿ ಪೂರ್ಣಗೊಳಿಸಬೇಕು.: [732, 187, 914, 238]
nrega-workers-stats: 17969 ಕುಟುಂಬಗಳಿದ್ದು 48543 ನೋಂದಣಿ ಆದ ಕೂಲಿಕಾರರು ಇದ್ದು, ಅದರಲ್ಲಿ 37306 ಸಕ್ರಿಯ ಕೂಲಿಕಾರರು ಇರುತ್ತಾರೆ. ಸಕ್ರೀಯ 37306 ನರೇಗಾ ಕೂಲಿಕಾರರ ಇ-ಕೆವೈಸಿ ಮಾಡಿಕೊಳ್ಳುವುದು ಕಡ್ಡಾಯ. ಸರ್ಕಾರದ: [402, 1282, 622, 1312]
divider: [27, 458, 310, 460]
award-headline-2: ಹೆಚ್.ಎಂ. ಸಿದ್ದರಾಮಸ್ವಾಮಿಗೆ ಸನ್ಮಾನ: [60, 112, 266, 131]
bribery-dateline: ಗದಗ:: [322, 571, 338, 580]
bribery-photo: [327, 645, 457, 785]
nrega-workers-body: ಗಜೇಂದ್ರಗಡ: ನರೇಗಾ ಕಾಮಗಾರಿಗಳ ಕೂಲಿಕಾರರ ಹಾಜರಾತಿಯಲ್ಲಿ ಪಾರದರ್ಶಕತೆ ತರಲು ಮುಂದಾಗಿರುವ ಕೇಂದ್ರ ಸರ್ಕಾರ ಮಹಾತ್ಮ ಗಾಂಧಿ ರಾಷ್ಟ್ರೀಯ ಗ್ರಾಮೀಣ ಉದ್ಯೋಗ ಖಾತ್ರಿ ಯೋಜನೆ(ನರೇಗಾ) ಅಡಿಯಲ್ಲಿ ಕೆಲಸ ಮಾಡುತ್ತಿರುವ ಗಜೇಂದ್ರಗಡ ತಾಲೂಕಿನ ಕೂಲಿಕಾರರಿಗೆ ಇ-ಕೆವೈಸಿ (ಐಬಿಕೆ) ಪ್ರಕ್ರಿಯೆ ಕಡ್ಡಾಯಗೊಳಿಸಲಾಗಿದೆ. ತಾಲೂಕಿನ ಎಲ್ಲ 13 ಗ್ರಾಮ ಪಂಚಾಯತಿಗಳ ವ್ಯಾಪ್ತಿಯಲ್ಲಿನ ಜಾಬ್ ಕಾರ್ಡ್ ಹೊಂದಿರುವ ನರೇಗಾ ಕೂಲಿಕಾರರು ತಮ್ಮ ಇ-ಕೆವೈಸಿ ಪ್ರಕ್ರಿಯೆಯನ್ನು ತಕ್ಷಣ ಪೂರ್ಣಗೊಳಿಸಬೇಕೆಂದು ತಾಲೂಕ ಪಂಚಾಯತ್ ಕಾರ್ಯನಿರ್ವಾಹಕ ಅಧಿಕಾರಿ ಚಂದ್ರಶೇಖರ ಬಿ. ಕಂದಕೂರ ಕರೆ ನೀಡಿದ್ದಾರೆ.: [22, 1078, 314, 1129]
svg-text:ವಾಣಿ: ವಾಣಿ: [489, 57, 513, 73]
page-number: 5: [858, 28, 908, 76]
constitution-subheadline: ದಲಿತ ಸಂಘರ್ಷ ಸಮಿತಿ ಸಂಚಾಲಕ ಸೋಮು ನಾಗರಾಜ ಒತ್ತಾಯ: [28, 486, 192, 495]
domestic-body-side: ಘಟನೆ ತಾಲೂಕಿನ ಬಿಂಕದಕಟ್ಟಿ ಗ್ರಾಮದಲ್ಲಿ ನಡೆದಿದೆ. ಸ್ವಾತಿ ಅಲಿಯಾಸ್ ಯಲ್ಲಮ್ಮ (44) ಕೊಲೆಯಾದ ಮಹಿಳೆ. ಗದಗ ಸಾರಿಗೆ ಡಿಪೋದಲ್ಲಿ ನಿರ್ವಾಹಕನಾಗಿ ಕೆಲಸ ನಿರ್ವಹಿಸುತ್ತಿದ್ದ ರಮೇಶ್ ನರಗುಂದ ಕೊಲೆ ಆರೋಪಿ. ದಂಪತಿಗೆ ಮೂವರು ಮಕ್ಕಳಿದ್ದಾರೆ. ರಮೇಶ್ ನರಗುಂದ ಮತ್ತು ಸ್ವಾತಿ ಬುಧವಾರ ಮಧ್ಯಾಹ್ನ ಮನೆಯಲ್ಲಿದ್ದ ವೇಳೆ ಇಬ್ಬರ ನಡುವೆ ವಾಗ್ವಾದ ನಡೆದಿದೆ. ಈ ವೇಳೆ ರಮೇಶ ಬೀಸುವ ಕಲ್ಲನ್ನು ಹೆಂಡತಿಯ ತಲೆ ಮೇಲೆ ಎತ್ತಿ: [770, 1110, 915, 1192]
column-rule: [577, 518, 579, 1008]
brand-label: GADAG VANI Kannada Daily Morning: [25, 43, 290, 65]
nrega-workers-stats-prefix: ಕಡ್ಡಾಯವಾಗಿದೆ. ಆದರೆ, ಗಜೇಂದ್ರಗಡ ತಾಲೂಕಿನಲ್ಲಿ ಇನ್ನೂ ಹೆಚ್ಚಿನ ಕೂಲಿಕಾರರು ಈ ಪ್ರಕ್ರಿಯೆ ಪೂರ್ಣಗೊಳಿಸದಿರುವುದರಿಂದ, ತಾಲೂಕ ಪಂಚಾಯತಿಯ ಐಇಸಿ ಚಟುವಟಿಕೆಗಳ ಮೂಲಕ ವ್ಯಾಪಕ ಜಾಗೃತಿ ಕಾರ್ಯಕ್ರಮಗಳ ಕುರಿತು ವಿಡಿಯೋ ಮತ್ತು ಆಡಿಯೋ ಧ್ವನಿ ಪ್ರಚಾರಕ್ಕೆ ಚಾಲನೆ ನೀಡಲಾಗಿದೆ. ಈಗಾಗಲೇ ಗ್ರಾಮ ಪಂಚಾಯತಿಗಳಲ್ಲಿ ಕೂಲಿಕಾರರಿಗೆ ಮಾಹಿತಿ ನೀಡಲಾಗುತ್ತಿದೆ. ಸಕ್ರಿಯ ಕೂಲಿಕಾರರು ಎನ್‌ಎಂಎಂಎಸ್ ಮೂಲಕ ಹಾಜರಾತಿ ದಾಖಲಿಸಬೇಕು. ತಾಲೂಕಿನಲ್ಲಿ ಒಟ್ಟು 13 ಗ್ರಾಮ ಪಂಚಾಯತಿಗಳಲ್ಲಿ: [402, 1176, 622, 1237]
bribery-body-2: ಆದರೆ, ಕಾಮಗಾರಿ ಮಂಜೂರ್‌ಗೆ ಅಧಿಕಾರಿಗಳು ಲಂಚಕ್ಕೆ ಬೇಡಿಕೆ ಇಟ್ಟಿದ್ದರು. ಈ ದೂರಿನ ಆಧಾರದ ಮೇಲೆ, ಗದಗ ಲೋಕಾಯುಕ್ತ ಪೊಲೀಸರು ತಕ್ಷಣ ಕಾರ್ಯಪ್ರವೃತ್ತರಾಗಿ, ಗದಗ ಲೋಕಾಯುಕ್ತ ಪೊಲೀಸ್ ಇನ್ಸ್‌ಪೆಕ್ಟರ್ ಅವರ ತಂಡ ದಾಳಿ ನಡೆಸಿ 3 ಲಕ್ಷ ರೂ. ಲಂಚ ಸ್ವೀಕರಿಸುತ್ತಿರುವಾಗ ರೆಡ್‌ಹ್ಯಾಂಡ್ ಆಗಿ ಹಿಡಿದಿದ್ದಾರೆ. ಈ ಯಶಸ್ವಿ ಕಾರ್ಯಾಚರಣೆಯಲ್ಲಿ ಲೋಕಾಯುಕ್ತ ಪೊಲೀಸ್ ಅಧೀಕ್ಷಕರು ಹಾಗೂ ಸಿಬ್ಬಂದಿ ಭಾಗವಹಿಸಿದ್ದರು. ಲೋಕಾಯುಕ್ತ ಪೊಲೀಸರು ಪ್ರಕರಣ ದಾಖಲಿಸಿಕೊಂಡು ತನಿಖೆ ಕೈಗೊಂಡಿದ್ದಾರೆ.: [322, 790, 574, 841]
promo-line-1: ನಿಖರ, ಸತ್ಯ ಸುದ್ದಿಯ: [711, 1323, 846, 1348]
logo-figure-icon: [421, 30, 525, 74]
nrega-callout-2-attribution: । ಸಂತೋಷಕುಮಾರ ಪಾಟೀಲ, ಸಹಾಯಕ ನಿರ್ದೇಶಕರು (ಗ್ರಾಉ) ತಾ.ಪಂ. ನರಗುಂದ: [745, 408, 916, 427]
constitution-photo: [28, 544, 118, 664]
nrega-workers-headline: ನರೇಗಾ ಕೂಲಿಕಾರರಿಗೆ ಇ-ಕೆವೈಸಿ ಕಡ್ಡಾಯ: [22, 1026, 415, 1060]
hasanamba-headline: ಹಾಸನಾಂಬೆ ದೇವಿಯ ಪವಾಡ ದರ್ಶನ: [584, 527, 763, 544]
domestic-headline-1: ಕೌಟುಂಬಿಕ ಕಲಹ: ಪತ್ನಿ ಮೇಲೆ ಕಲ್ಲು: [645, 1024, 798, 1038]
cooperative-dateline: ಗದಗ:: [28, 731, 44, 740]
nrega-photo: [530, 184, 716, 434]
bribery-body: ಗದಗ: ಲಂಚ ಪ್ರಕರಣದಲ್ಲಿ ರೋಣ ಲೋಕೋಪಯೋಗಿ ಇಲಾಖೆಯ ಸಹಾಯಕ ಇಂಜಿನಿಯರ್‌ನನ್ನು ಬಂಧಿಸುವಲ್ಲಿ ಗದಗ ಲೋಕಾಯುಕ್ತ ಪೊಲೀಸರು ಯಶಸ್ವಿಯಾಗಿದ್ದಾರೆ. ಮಹೇಶ ಕಾಶಿನಾಥ ಎಂದು ಗುರುತಿಸಲಾಗಿದ್ದು, ಯಾದಗಿರಿ ಜಿಲ್ಲೆ ಶಹಾಪೂರ ತಾಲೂಕಿನ: [322, 571, 574, 601]
nrega-workers-body-col2: ಕಡ್ಡಾಯವಾಗಿದೆ. ಆದರೆ, ಗಜೇಂದ್ರಗಡ ತಾಲೂಕಿನಲ್ಲಿ ಇನ್ನೂ ಹೆಚ್ಚಿನ ಕೂಲಿಕಾರರು ಈ ಪ್ರಕ್ರಿಯೆ ಪೂರ್ಣಗೊಳಿಸದಿರುವುದರಿಂದ, ತಾಲೂಕ ಪಂಚಾಯತಿಯ ಐಇಸಿ ಚಟುವಟಿಕೆಗಳ ಮೂಲಕ ವ್ಯಾಪಕ ಜಾಗೃತಿ ಕಾರ್ಯಕ್ರಮಗಳ ಕುರಿತು ವಿಡಿಯೋ ಮತ್ತು ಆಡಿಯೋ ಧ್ವನಿ ಪ್ರಚಾರಕ್ಕೆ ಚಾಲನೆ ನೀಡಲಾಗಿದೆ. ಈಗಾಗಲೇ ಗ್ರಾಮ ಪಂಚಾಯತಿಗಳಲ್ಲಿ ಕೂಲಿಕಾರರಿಗೆ ಮಾಹಿತಿ ನೀಡಲಾಗುತ್ತಿದೆ. ಸಕ್ರಿಯ ಕೂಲಿಕಾರರು ಎನ್‌ಎಂಎಂಎಸ್ ಮೂಲಕ ಹಾಜರಾತಿ ದಾಖಲಿಸಬೇಕು. ತಾಲೂಕಿನಲ್ಲಿ ಒಟ್ಟು 13 ಗ್ರಾಮ ಪಂಚಾಯತಿಗಳಲ್ಲಿ: [322, 1078, 622, 1118]
domestic-body-2: ಹಾಕಿದ್ದಾನೆ. ನಂತರ ಚಾಕುವಿನಿಂದ ಇರಿದಿದ್ದಾನೆ. ಆರೋಪಿ ರಮೇಶನನ್ನು ಗದಗ ಗ್ರಾಮೀಣ ಠಾಣೆಯ ಪೊಲೀಸರು ವಶಕ್ಕೆ ಪಡೆದಿದ್ದಾರೆ. ಘಟನಾ ಸ್ಥಳಕ್ಕೆ ಜಿಲ್ಲಾ ಪೊಲೀಸ್ ವರಿಷ್ಠಾಧಿಕಾರಿ ರೋಹನ್ ಜಗದೀಶ್ ಭೇಟಿ ನೀಡಿ ಪರಿಶೀಲನೆ ನಡೆಸಿದ್ದು, ಗದಗ ಗ್ರಾಮೀಣ ಪೊಲೀಸ್ ಠಾಣೆಯಲ್ಲಿ ಪ್ರಕರಣ ದಾಖಲಾಗಿದೆ.: [645, 1236, 915, 1266]
divider: [637, 1294, 920, 1296]
domestic-dateline: ಗದಗ :: [645, 1074, 664, 1083]
cooperative-headline: ಸಹಕಾರ ಸಂಘದ ಸಾರ್ವಜನಿಕರ ಗಮನಕ್ಕೆ: [28, 707, 221, 724]
hasanamba-body-2: ಮಾತೃಕೆಯರು ಆಲೂರು ಹಾಗೂ ಹಾಸನದ ವಿವಿಧ ಸ್ಥಳಗಳಲ್ಲಿ ನೆಲೆಸಿದ್ದಾರೆಂದು ಪುರಾಣ ಹೇಳುತ್ತದೆ. ಪೌರಾಣಿಕ ಕಥೆಯನುಸಾರ ಶ್ರೀ ಹಾಸನಾಂಬ ದೇವಿಯ ಸ್ವರೂಪವು, ಭಕ್ತಿಯ ಪಾವಿತ್ರತೆ ಹಾಗೂ ಮೈತ್ರಿಯ ಸಂಕೇತವಾಗಿದೆ. ಈ ಪ್ರಾಂತದಲ್ಲಿ ಅಂಧಕಾಸುರ ಎಂಬ ರಾಕ್ಷಸ ಜನ ಸಾಮಾನ್ಯರಿಗೆ ಉಪಟಳ ನೀಡುತ್ತಿದ್ದನು. ಅವನನ್ನು ನಿಗ್ರಹಿಸಲು ಶಕ್ತಿ: [752, 560, 914, 611]
bribery-headline-1: ಲಂಚ ಪ್ರಕರಣ; ಲೋಕಾ ಬಲೆಗೆ: [322, 520, 472, 537]
couple-photo: [650, 1112, 763, 1227]
nrega-callout-1-attribution: । ಎಸ್.ಕೆ. ಇನಾಮದಾರ್, ಕಾರ್ಯನಿರ್ವಾಹಕ ಅಧಿಕಾರಿಗಳು ತಾ.ಪಂ. ನರಗುಂದ.: [756, 272, 914, 291]
date-english: 10 OCTOBER 2025: [726, 54, 838, 69]
